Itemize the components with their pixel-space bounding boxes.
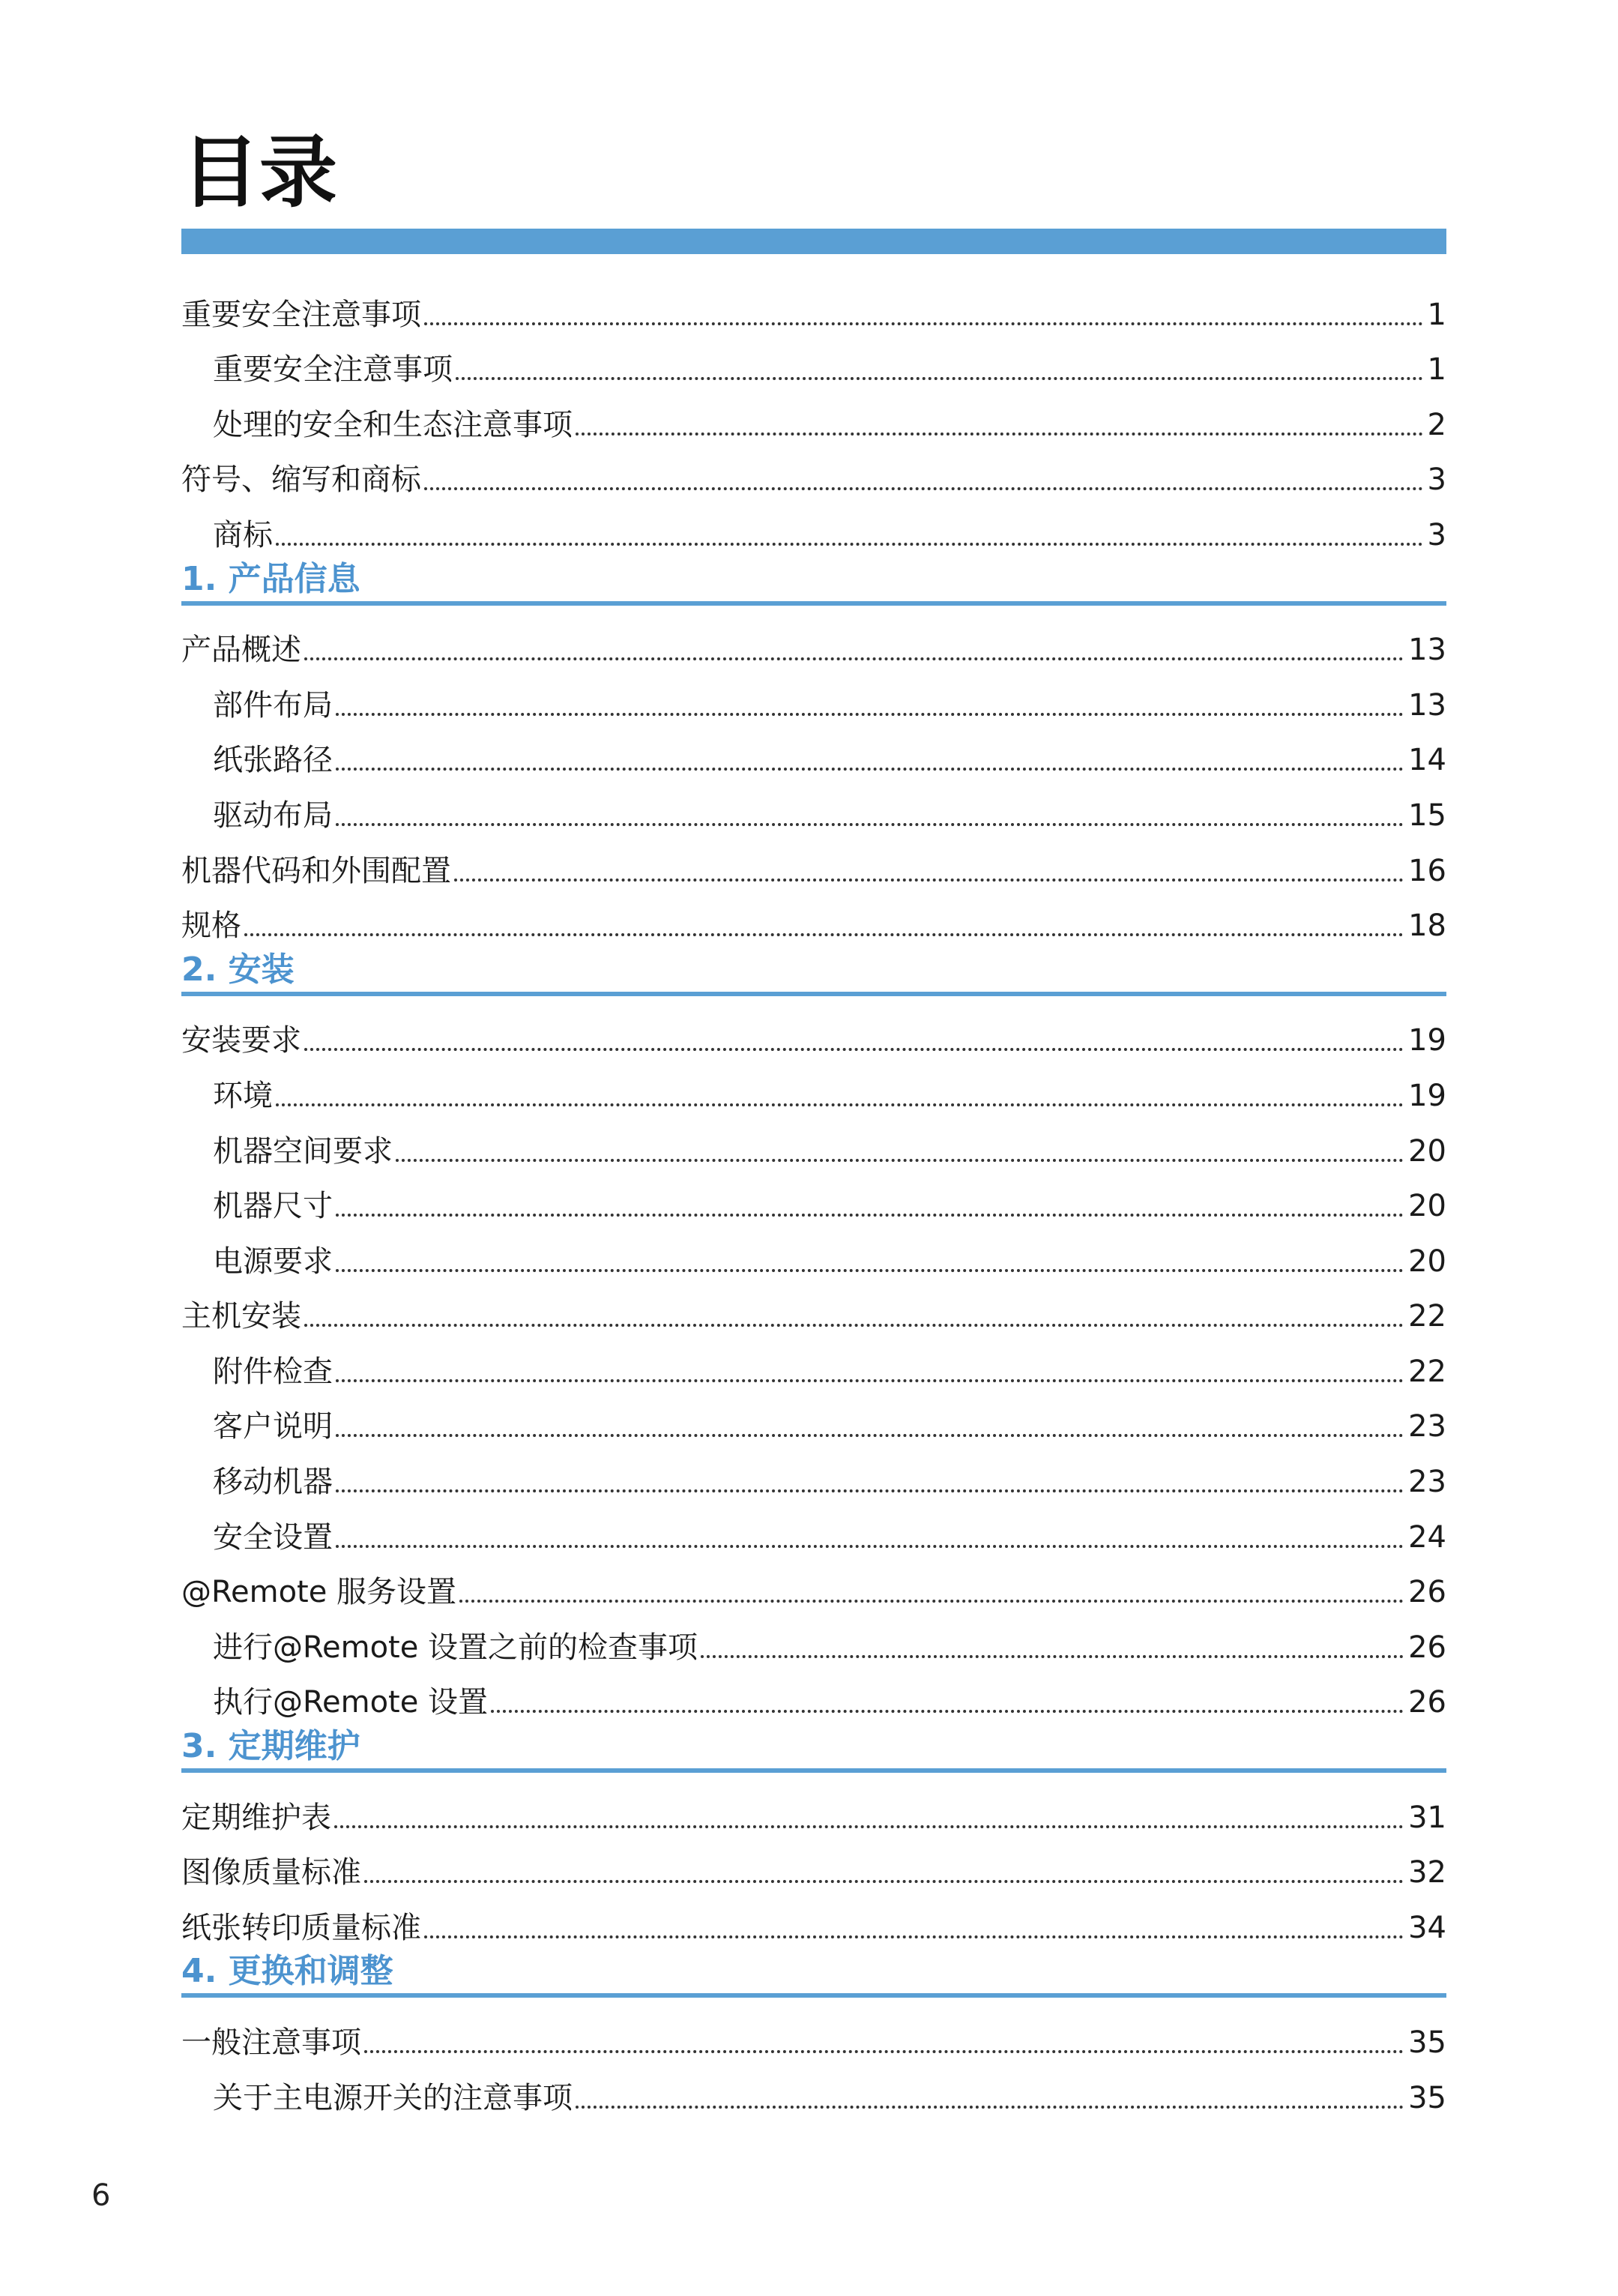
toc-entry-page: 26 (1408, 1685, 1446, 1720)
toc-entry-label: 符号、缩写和商标 (181, 462, 421, 498)
toc-entry-page: 15 (1408, 798, 1446, 833)
toc-entry-page: 20 (1408, 1244, 1446, 1279)
toc-entry-label: 执行@Remote 设置 (213, 1685, 489, 1720)
dot-leader (336, 768, 1404, 771)
toc-entry-page: 32 (1408, 1855, 1446, 1890)
dot-leader (456, 377, 1423, 380)
dot-leader (304, 657, 1404, 660)
toc-subentry[interactable] (181, 1663, 1446, 1718)
toc-entry[interactable] (181, 1887, 1446, 1943)
toc-subentry[interactable] (181, 385, 1446, 440)
dot-leader (336, 1214, 1404, 1217)
toc-entry-page: 3 (1427, 517, 1446, 552)
chapter-heading-label: 1. 产品信息 (181, 559, 360, 598)
dot-leader (459, 1600, 1404, 1603)
toc-entry[interactable] (181, 1833, 1446, 1888)
dot-leader (336, 1269, 1404, 1272)
dot-leader (424, 322, 1423, 325)
dot-leader (334, 1825, 1404, 1828)
toc-entry-label: 驱动布局 (213, 798, 333, 833)
toc-entry-label: 移动机器 (213, 1465, 333, 1500)
toc-entry-label: 电源要求 (213, 1244, 333, 1279)
dot-leader (336, 1545, 1404, 1548)
toc-entry-label: 机器尺寸 (213, 1189, 333, 1224)
toc-subentry[interactable] (181, 775, 1446, 831)
toc-entry-page: 23 (1408, 1409, 1446, 1444)
toc-entry-label: 重要安全注意事项 (213, 352, 453, 388)
toc-entry-page: 3 (1427, 462, 1446, 498)
toc-entry[interactable] (181, 1552, 1446, 1608)
toc-entry[interactable] (181, 831, 1446, 886)
dot-leader (336, 713, 1404, 716)
toc-entry-label: 安全设置 (213, 1519, 333, 1555)
toc-entry-label: 主机安装 (181, 1299, 301, 1334)
toc-entry-label: @Remote 服务设置 (181, 1575, 457, 1610)
dot-leader (454, 879, 1404, 882)
dot-leader (701, 1655, 1404, 1658)
page-title: 目录 (181, 127, 338, 218)
dot-leader (576, 433, 1423, 436)
toc-subentry[interactable] (181, 330, 1446, 388)
toc-subentry[interactable] (181, 1441, 1446, 1500)
dot-leader (336, 1434, 1404, 1437)
toc-entry-label: 客户说明 (213, 1409, 333, 1444)
dot-leader (491, 1710, 1404, 1713)
toc-entry-page: 19 (1408, 1023, 1446, 1058)
chapter-heading[interactable] (181, 941, 1446, 996)
dot-leader (244, 933, 1404, 936)
toc-subentry[interactable] (181, 1111, 1446, 1169)
chapter-heading-label: 4. 更换和调整 (181, 1952, 393, 1991)
dot-leader (364, 2050, 1404, 2053)
toc-entry-page: 13 (1408, 633, 1446, 668)
chapter-heading[interactable] (181, 1717, 1446, 1773)
toc-entry-page: 26 (1408, 1575, 1446, 1610)
toc-entry[interactable] (181, 440, 1446, 498)
toc-entry-page: 35 (1408, 2080, 1446, 2115)
toc-entry-label: 定期维护表 (181, 1800, 331, 1835)
toc-subentry[interactable] (181, 1166, 1446, 1222)
toc-entry-label: 纸张路径 (213, 743, 333, 778)
chapter-heading[interactable] (181, 1943, 1446, 1998)
toc-subentry[interactable] (181, 720, 1446, 776)
toc-entry-label: 机器空间要求 (213, 1133, 393, 1169)
dot-leader (576, 2106, 1404, 2109)
toc-entry-page: 22 (1408, 1354, 1446, 1389)
dot-leader (336, 823, 1404, 826)
toc-entry[interactable] (181, 886, 1446, 944)
toc-entry-page: 34 (1408, 1910, 1446, 1945)
toc-entry-page: 23 (1408, 1465, 1446, 1500)
toc-entry-page: 1 (1427, 352, 1446, 388)
chapter-heading-label: 3. 定期维护 (181, 1727, 360, 1766)
dot-leader (304, 1048, 1404, 1051)
toc-subentry[interactable] (181, 2058, 1446, 2113)
toc-entry-page: 24 (1408, 1519, 1446, 1555)
toc-entry[interactable] (181, 1001, 1446, 1056)
toc-entry-label: 纸张转印质量标准 (181, 1910, 421, 1945)
toc-entry-page: 20 (1408, 1133, 1446, 1169)
toc-entry-label: 附件检查 (213, 1354, 333, 1389)
toc-entry-label: 处理的安全和生态注意事项 (213, 407, 573, 442)
toc-subentry[interactable] (181, 1055, 1446, 1111)
toc-entry-page: 22 (1408, 1299, 1446, 1334)
dot-leader (424, 1935, 1404, 1938)
toc-entry-label: 环境 (213, 1078, 273, 1113)
toc-entry-page: 16 (1408, 853, 1446, 888)
toc-entry-page: 19 (1408, 1078, 1446, 1113)
toc-entry-page: 2 (1427, 407, 1446, 442)
toc-entry[interactable] (181, 1777, 1446, 1833)
toc-subentry[interactable] (181, 1387, 1446, 1442)
chapter-heading[interactable] (181, 550, 1446, 606)
table-of-contents (181, 274, 1446, 2113)
toc-entry-label: 商标 (213, 517, 273, 552)
chapter-heading-label: 2. 安装 (181, 950, 295, 989)
toc-subentry[interactable] (181, 1331, 1446, 1387)
toc-entry-page: 14 (1408, 743, 1446, 778)
toc-entry[interactable] (181, 274, 1446, 330)
page-number: 6 (91, 2178, 111, 2213)
toc-entry[interactable] (181, 2002, 1446, 2058)
toc-entry-page: 13 (1408, 687, 1446, 723)
toc-entry-page: 26 (1408, 1630, 1446, 1665)
toc-subentry[interactable] (181, 1221, 1446, 1277)
title-underline-bar (181, 229, 1446, 254)
toc-entry-label: 部件布局 (213, 687, 333, 723)
toc-entry-label: 图像质量标准 (181, 1855, 361, 1890)
toc-entry-label: 进行@Remote 设置之前的检查事项 (213, 1630, 698, 1665)
dot-leader (336, 1489, 1404, 1492)
toc-subentry[interactable] (181, 1497, 1446, 1555)
toc-entry[interactable] (181, 1277, 1446, 1332)
dot-leader (276, 543, 1423, 546)
toc-subentry[interactable] (181, 495, 1446, 550)
toc-entry-label: 规格 (181, 909, 241, 944)
toc-entry-label: 安装要求 (181, 1023, 301, 1058)
toc-entry-page: 20 (1408, 1189, 1446, 1224)
toc-entry-page: 1 (1427, 297, 1446, 332)
dot-leader (396, 1159, 1404, 1162)
toc-subentry[interactable] (181, 665, 1446, 723)
toc-entry-page: 31 (1408, 1800, 1446, 1835)
toc-entry-page: 18 (1408, 909, 1446, 944)
toc-entry-label: 重要安全注意事项 (181, 297, 421, 332)
toc-entry-label: 一般注意事项 (181, 2025, 361, 2060)
toc-subentry[interactable] (181, 1607, 1446, 1663)
dot-leader (424, 487, 1423, 490)
toc-entry-label: 机器代码和外围配置 (181, 853, 451, 888)
toc-entry-label: 关于主电源开关的注意事项 (213, 2080, 573, 2115)
toc-entry-label: 产品概述 (181, 633, 301, 668)
toc-entry[interactable] (181, 610, 1446, 666)
dot-leader (336, 1379, 1404, 1382)
dot-leader (276, 1103, 1404, 1106)
toc-entry-page: 35 (1408, 2025, 1446, 2060)
dot-leader (304, 1324, 1404, 1327)
dot-leader (364, 1880, 1404, 1883)
